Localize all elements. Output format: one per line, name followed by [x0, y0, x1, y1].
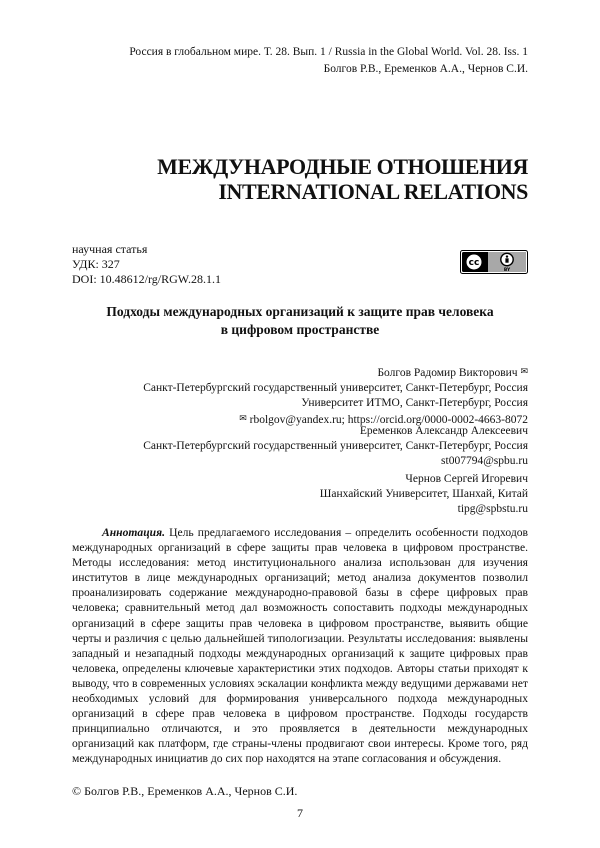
article-type: научная статья: [72, 242, 148, 256]
author-block: [143, 364, 528, 428]
page-number: 7: [297, 806, 303, 820]
article-title-line1: Подходы международных организаций к защите прав человека: [106, 304, 494, 319]
abstract-body: Цель предлагаемого исследования – определить особенности подходов международных организаций в сфере защиты прав человека в цифровом пространстве. Методы исследования: метод институционального анализа использован для изучения институтов в лице международных организаций; метод анализа документов позволил проанализировать содержание международно-правовой базы в сфере цифровых прав человека; сравнительный метод дал возможность сопоставить подходы международных организаций в сфере защиты прав человека в цифровом пространстве, выявить общие черты и различия с целью дальнейшей типологизации. Результаты исследования: выявлены западный и незападный подходы международных организаций к защите цифровых прав человека, определены ключевые характеристики этих подходов. Авторы статьи приходят к выводу, что в современных условиях эскалации конфликта между ведущими державами нет необходимых условий для формирования универсального подхода международных организаций в сфере прав человека в цифровом пространстве. Подходы государств принципиально отличаются, и это проявляется в деятельности международных организаций как платформ, где страны-члены продвигают свои интересы. Кроме того, ряд международных инициатив до сих пор находятся на этапе согласования и обсуждения.: [72, 526, 528, 766]
abstract-label: Аннотация.: [102, 526, 165, 539]
mail-icon: ✉: [520, 366, 528, 376]
copyright: © Болгов Р.В., Еременков А.А., Чернов С.И.: [72, 784, 298, 798]
author-affiliation: Санкт-Петербургский государственный университет, Санкт-Петербург, Россия: [143, 440, 528, 452]
section-title-en: INTERNATIONAL RELATIONS: [218, 179, 528, 204]
cc-label: cc: [468, 258, 480, 269]
article-meta: [72, 242, 221, 287]
abstract-text: [72, 525, 528, 767]
article-title-line2: в цифровом пространстве: [220, 322, 380, 337]
cc-by-icon[interactable]: [460, 250, 528, 274]
abstract: [72, 525, 528, 767]
author-block: [320, 472, 528, 517]
udk: УДК: 327: [72, 257, 120, 271]
doi: DOI: 10.48612/rg/RGW.28.1.1: [72, 272, 222, 286]
author-contact[interactable]: tipg@spbstu.ru: [457, 503, 528, 515]
authors-line: Болгов Р.В., Еременков А.А., Чернов С.И.: [323, 63, 528, 75]
journal-line: Россия в глобальном мире. Т. 28. Вып. 1 / Russia in the Global World. Vol. 28. Iss. 1: [129, 46, 528, 58]
author-affiliation: Университет ИТМО, Санкт-Петербург, Россия: [301, 397, 528, 409]
author-block: [143, 424, 528, 469]
author-contact[interactable]: st007794@spbu.ru: [441, 455, 528, 467]
mail-icon: ✉: [239, 413, 247, 423]
section-heading: [157, 154, 528, 204]
section-title-ru: МЕЖДУНАРОДНЫЕ ОТНОШЕНИЯ: [157, 154, 528, 179]
author-name: Еременков Александр Алексеевич: [359, 425, 528, 437]
running-header: [129, 44, 528, 78]
author-name: Болгов Радомир Викторович ✉: [377, 366, 528, 379]
article-title: [72, 303, 528, 339]
author-contact[interactable]: ✉ rbolgov@yandex.ru; https://orcid.org/0000-0002-4663-8072: [239, 413, 528, 426]
author-name: Чернов Сергей Игоревич: [405, 473, 528, 485]
author-affiliation: Шанхайский Университет, Шанхай, Китай: [319, 488, 528, 500]
by-label: BY: [503, 268, 511, 273]
author-affiliation: Санкт-Петербургский государственный университет, Санкт-Петербург, Россия: [143, 382, 528, 394]
